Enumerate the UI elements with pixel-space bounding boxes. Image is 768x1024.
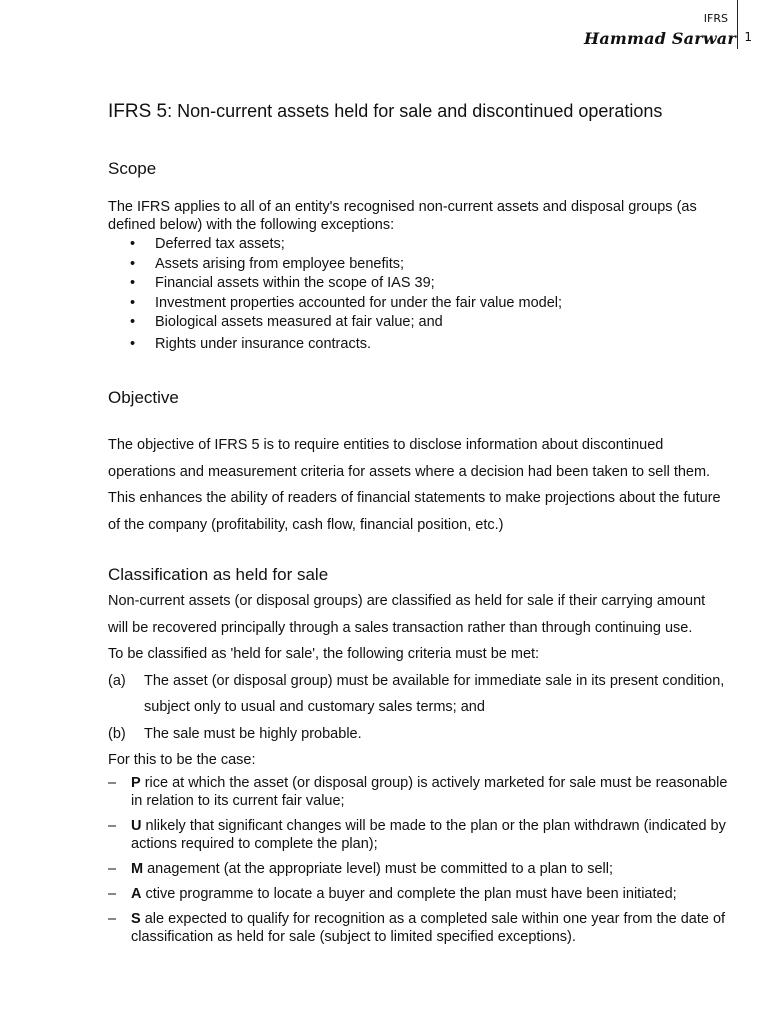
- point-text: ctive programme to locate a buyer and complete the plan must have been initiated;: [141, 885, 677, 902]
- scope-heading: Scope: [108, 159, 157, 178]
- point-text: nlikely that significant changes will be made to the plan or the plan withdrawn (indicated by actions required to complete the plan);: [131, 817, 726, 852]
- criterion-a: [108, 668, 728, 721]
- initial-letter: A: [131, 885, 142, 902]
- document-body: [108, 98, 728, 946]
- list-item: • Investment properties accounted for under the fair value model;: [108, 294, 728, 314]
- list-item: [108, 774, 728, 810]
- point-text: rice at which the asset (or disposal group) is actively marketed for sale must be reasonable in relation to its current fair value;: [131, 774, 728, 809]
- dash: –: [108, 885, 117, 902]
- dash: –: [108, 910, 117, 927]
- list-item: • Financial assets within the scope of IAS 39;: [108, 274, 728, 294]
- list-item: [108, 910, 728, 946]
- list-item: [108, 885, 728, 903]
- point-text: anagement (at the appropriate level) must be committed to a plan to sell;: [143, 860, 613, 877]
- classification-text: Non-current assets (or disposal groups) are classified as held for sale if their carrying amount will be recovered principally through a sales transaction rather than through continuing use.: [108, 593, 706, 636]
- list-item: [108, 817, 728, 853]
- objective-text: The objective of IFRS 5 is to require entities to disclose information about discontinued operations and measurement criteria for assets where a decision had been taken to sell them. This enhances the ability of readers of financial statements to make projections about the future of the company (profitability, cash flow, financial position, etc.): [108, 437, 721, 533]
- initial-letter: U: [131, 817, 142, 834]
- list-item: • Assets arising from employee benefits;: [108, 255, 728, 275]
- classification-heading: Classification as held for sale: [108, 565, 329, 584]
- initial-letter: P: [131, 774, 141, 791]
- criterion-b: [108, 721, 728, 748]
- initial-letter: M: [131, 860, 144, 877]
- document-title: [108, 98, 728, 125]
- dash: –: [108, 774, 117, 791]
- header-author: Hammad Sarwar: [584, 29, 736, 48]
- header-divider: [737, 0, 738, 49]
- header-tag: IFRS: [703, 12, 728, 25]
- page-number: 1: [744, 30, 752, 44]
- dash: –: [108, 860, 117, 877]
- list-item: • Biological assets measured at fair value; and: [108, 313, 728, 333]
- point-text: ale expected to qualify for recognition as a completed sale within one year from the date of classification as held for sale (subject to limited specified exceptions).: [131, 910, 726, 945]
- list-item: [108, 860, 728, 878]
- criterion-label: (a): [108, 672, 126, 689]
- criterion-text: The asset (or disposal group) must be available for immediate sale in its present condition, subject only to usual and customary sales terms; and: [144, 672, 725, 715]
- scope-intro: The IFRS applies to all of an entity's recognised non-current assets and disposal groups (as defined below) with the following exceptions:: [108, 199, 697, 233]
- criterion-text: The sale must be highly probable.: [144, 725, 362, 742]
- list-item: • Deferred tax assets;: [108, 235, 728, 255]
- list-item: • Rights under insurance contracts.: [108, 335, 728, 355]
- initial-letter: S: [131, 910, 141, 927]
- objective-heading: Objective: [108, 388, 179, 407]
- criteria-intro: To be classified as 'held for sale', the following criteria must be met:: [108, 646, 540, 662]
- scope-exceptions-list: [108, 235, 728, 354]
- pumas-list: [108, 774, 728, 946]
- criterion-label: (b): [108, 725, 126, 742]
- case-intro: For this to be the case:: [108, 752, 256, 768]
- dash: –: [108, 817, 117, 834]
- title-prefix: IFRS 5: [108, 101, 168, 122]
- title-rest: : Non-current assets held for sale and discontinued operations: [167, 101, 663, 121]
